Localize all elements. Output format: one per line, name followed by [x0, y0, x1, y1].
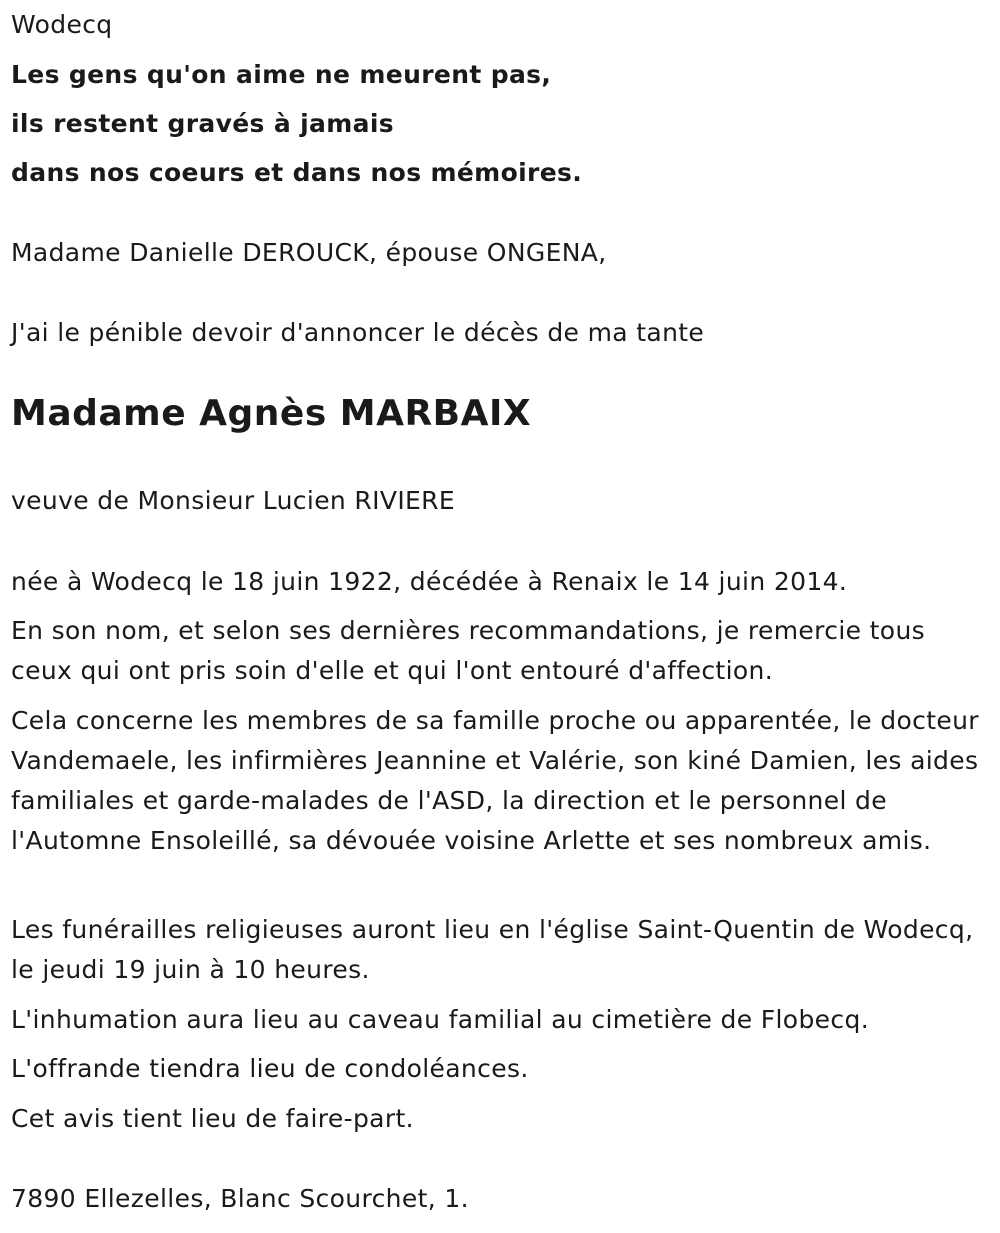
place-heading: Wodecq	[11, 10, 113, 39]
poem-line-3: dans nos coeurs et dans nos mémoires.	[11, 158, 583, 187]
deceased-name: Madame Agnès MARBAIX	[11, 393, 532, 434]
thanks-paragraph: En son nom, et selon ses dernières recommandations, je remercie tous ceux qui ont pris soin d'elle et qui l'ont entouré d'affection.	[11, 616, 926, 685]
burial-line: L'inhumation aura lieu au caveau familial au cimetière de Flobecq.	[11, 1005, 869, 1034]
announcement-text: J'ai le pénible devoir d'annoncer le décès de ma tante	[11, 318, 705, 347]
offering-line: L'offrande tiendra lieu de condoléances.	[11, 1054, 529, 1083]
address-line: 7890 Ellezelles, Blanc Scourchet, 1.	[11, 1184, 469, 1213]
announcer-name: Madame Danielle DEROUCK, épouse ONGENA,	[11, 238, 607, 267]
concerns-paragraph: Cela concerne les membres de sa famille proche ou apparentée, le docteur Vandemaele, les infirmières Jeannine et Valérie, son kiné Damien, les aides familiales et garde-malades de l'ASD, la direction et le personnel de l'Automne Ensoleillé, sa dévouée voisine Arlette et ses nombreux amis.	[11, 706, 979, 855]
notice-line: Cet avis tient lieu de faire-part.	[11, 1104, 414, 1133]
birth-death-dates: née à Wodecq le 18 juin 1922, décédée à Renaix le 14 juin 2014.	[11, 567, 848, 596]
funeral-paragraph: Les funérailles religieuses auront lieu en l'église Saint-Quentin de Wodecq, le jeudi 19 juin à 10 heures.	[11, 915, 974, 984]
spouse-line: veuve de Monsieur Lucien RIVIERE	[11, 486, 456, 515]
poem-line-2: ils restent gravés à jamais	[11, 109, 395, 138]
poem-line-1: Les gens qu'on aime ne meurent pas,	[11, 60, 552, 89]
